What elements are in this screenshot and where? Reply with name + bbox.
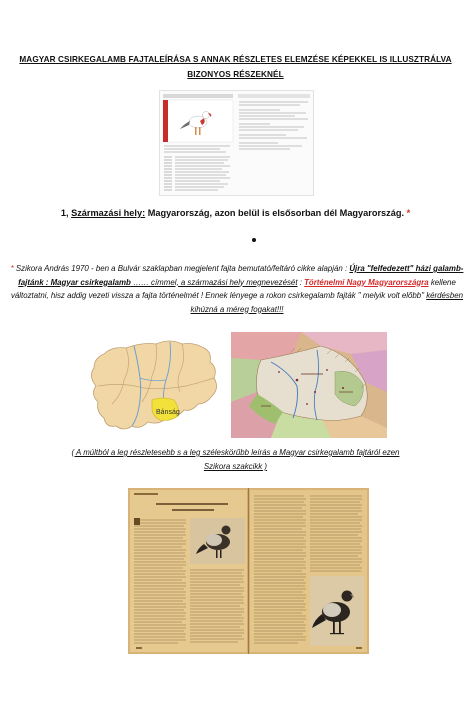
origin-number: 1,	[60, 208, 72, 218]
historic-hungary-highlight: Történelmi Nagy Magyarországra	[304, 277, 429, 287]
document-title	[14, 52, 457, 82]
origin-label: Származási hely:	[71, 208, 146, 218]
footnote-asterisk: *	[10, 264, 16, 273]
magazine-article-image	[128, 488, 369, 654]
origin-text: Magyarország, azon belül is elsősorban dél Magyarország.	[145, 208, 407, 218]
caption-line-1: ( A múltból a leg részletesebb s a leg széleskörűbb leírás a Magyar csirkegalamb fajtáról ezen	[71, 448, 400, 457]
colored-map-graphic	[231, 332, 387, 438]
article-caption	[20, 446, 451, 474]
footnote-text-1: Szikora András 1970 - ben a Bulvár szaklapban megjelent fajta bemutató/feltáró cikke alapján :	[15, 264, 350, 273]
banat-region-label: Bánság	[156, 409, 180, 416]
outline-map-graphic	[82, 332, 227, 438]
origin-statement	[20, 208, 451, 218]
magazine-spread-graphic	[128, 488, 369, 654]
bullet-dot	[252, 238, 256, 242]
breed-standard-document-image	[159, 90, 314, 196]
document-thumbnail-graphic	[160, 91, 313, 195]
historic-hungary-colored-map	[231, 332, 387, 438]
footnote-text-4: kellene változtatni, hisz addig vezeti vissza a fajta történelmét ! Ennek lényege a rokon csirkegalamb fajták " melyik volt előbb"	[10, 277, 456, 300]
title-line-1: MAGYAR CSIRKEGALAMB FAJTALEÍRÁSA S ANNAK RÉSZLETES ELEMZÉSE KÉPEKKEL IS ILLUSZTRÁLVA	[19, 55, 452, 64]
footnote-text-3: :	[297, 277, 305, 287]
footnote-text-5: kérdésben kihúzná a méreg fogakat!!!	[190, 291, 464, 314]
article-title: Újra "felfedezett" házi galamb-fajtánk : Magyar csirkegalamb	[18, 264, 464, 287]
footnote-paragraph	[4, 262, 470, 316]
caption-line-2: Szikora szakcikk )	[203, 462, 268, 471]
historic-hungary-outline-map	[82, 332, 227, 438]
footnote-text-2: …… címmel, a származási hely megnevezését	[130, 277, 298, 287]
origin-asterisk: *	[406, 208, 411, 218]
title-line-2: BIZONYOS RÉSZEKNÉL	[187, 70, 284, 79]
